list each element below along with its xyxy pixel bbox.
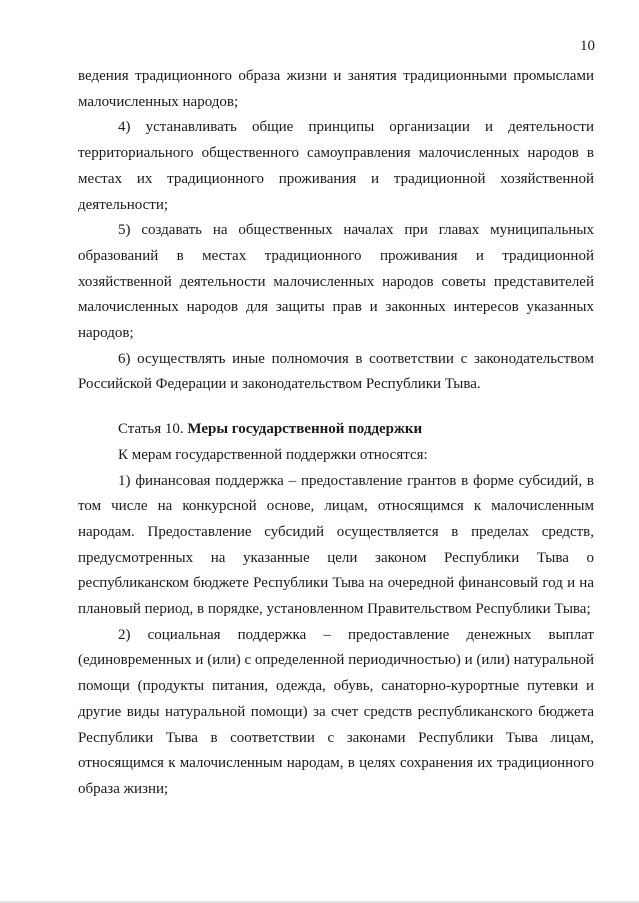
paragraph-item-4: 4) устанавливать общие принципы организации и деятельности территориального общественного самоуправления малочисленных народов в местах их традиционного проживания и традиционной хозяйственной деятельности; [78,119,594,213]
document-body [78,64,594,803]
paragraph-item-6: 6) осуществлять иные полномочия в соответствии с законодательством Российской Федерации и законодательством Республики Тыва. [78,350,594,393]
paragraph-continuation: ведения традиционного образа жизни и занятия традиционными промыслами малочисленных народов; [78,68,594,110]
page-number: 10 [580,38,595,54]
paragraph-item-5: 5) создавать на общественных началах при главах муниципальных образований в местах традиционного проживания и традиционной хозяйственной деятельности малочисленных народов советы представителей малочисленных народов для защиты прав и законных интересов указанных народов; [78,222,594,342]
measure-item-2: 2) социальная поддержка – предоставление денежных выплат (единовременных и (или) с определенной периодичностью) и (или) натуральной помощи (продукты питания, одежда, обувь, санаторно-курортные путевки и другие виды натуральной помощи) за счет средств республиканского бюджета Республики Тыва в соответствии с законами Республики Тыва лицам, относящимся к малочисленным народам, в целях сохранения их традиционного образа жизни; [78,626,594,797]
measure-item-1: 1) финансовая поддержка – предоставление грантов в форме субсидий, в том числе на конкурсной основе, лицам, относящимся к малочисленным народам. Предоставление субсидий осуществляется в пределах средств, предусмотренных на указанные цели законом Республики Тыва о республиканском бюджете Республики Тыва на очередной финансовый год и на плановый период, в порядке, установленном Правительством Республики Тыва; [78,472,594,618]
article-number: Статья 10. [118,421,188,438]
article-intro: К мерам государственной поддержки относятся: [118,446,428,463]
article-title: Меры государственной поддержки [187,421,423,438]
article-heading [78,417,594,443]
